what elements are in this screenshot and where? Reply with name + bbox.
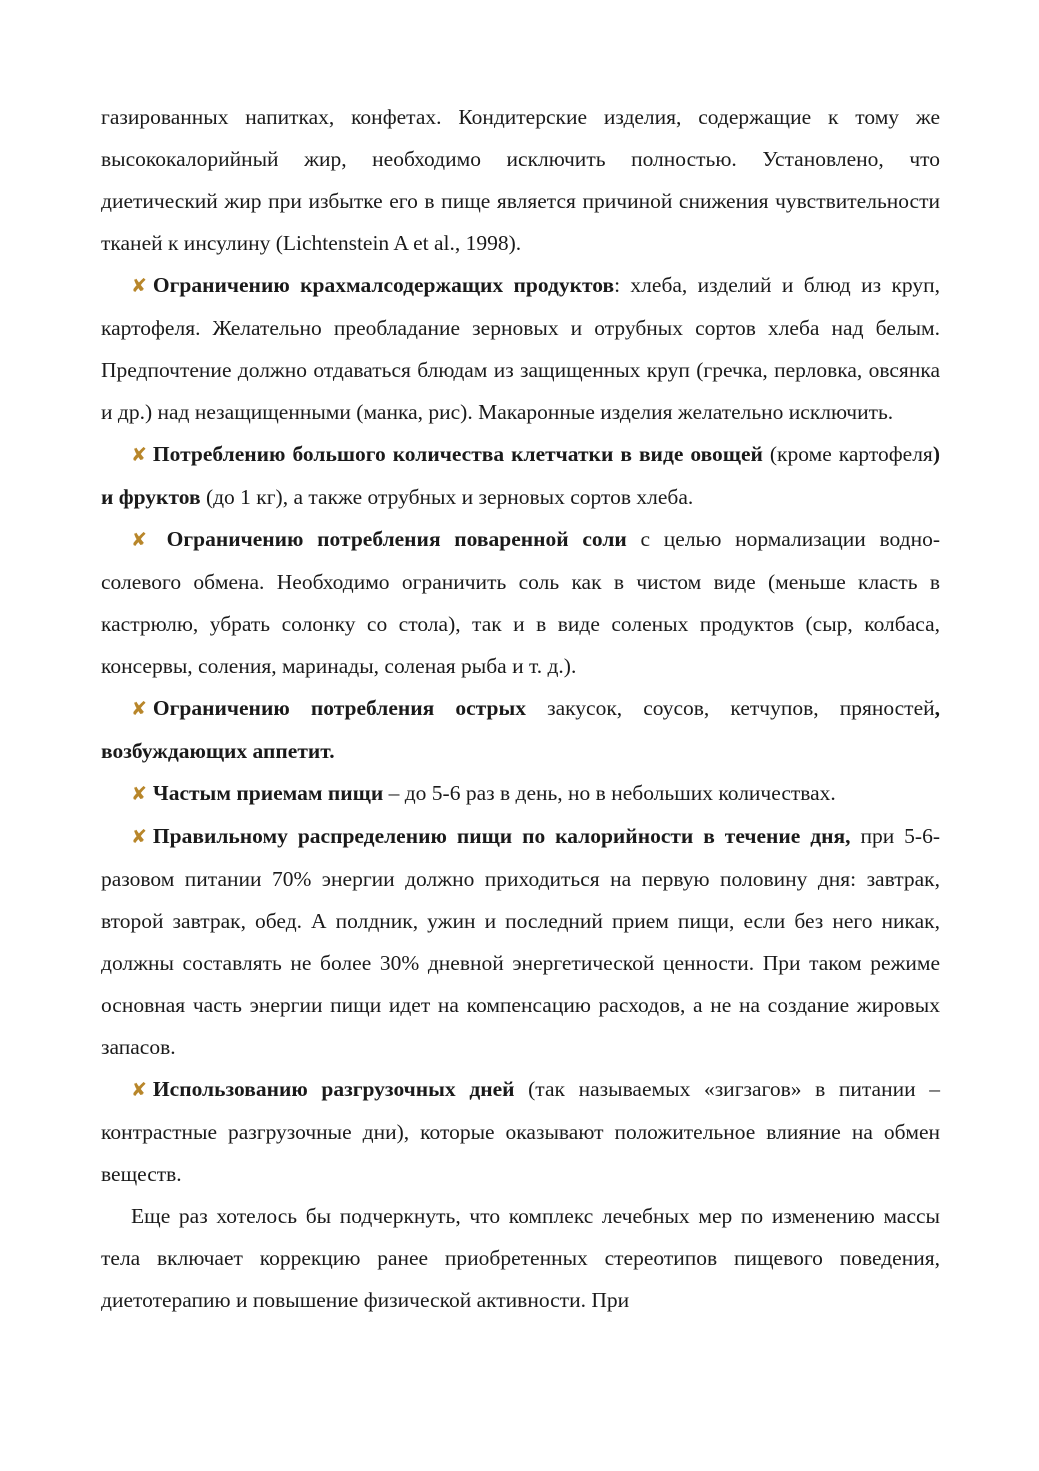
bullet-text: (кроме картофеля [762,442,933,466]
bullet-text: – до 5-6 раз в день, но в небольших количествах. [383,781,836,805]
bullet-text: (так называемых «зигзагов» в питании – контрастные разгрузочные дни), которые оказывают положительное влияние на обмен веществ. [101,1077,940,1186]
bullet-heading: Потреблению большого количества клетчатки в виде овощей [152,442,763,466]
bullet-heading: Ограничению потребления поваренной соли [152,527,627,551]
bullet-text: с целью нормализации водно-солевого обмена. Необходимо ограничить соль как в чистом виде (меньше класть в кастрюлю, убрать солонку со стола), так и в виде соленых продуктов (сыр, колбаса, консервы, соления, маринады, соленая рыба и т. д.). [101,527,940,678]
bullet-text: закусок, соусов, кетчупов, пряностей [526,696,935,720]
cross-mark-icon: ✘ [131,275,147,297]
cross-mark-icon: ✘ [131,826,147,848]
bullet-text: при 5-6-разовом питании 70% энергии должно приходиться на первую половину дня: завтрак, второй завтрак, обед. А полдник, ужин и последний прием пищи, если без него никак, должны составлять не более 30% дневной энергетической ценности. При таком режиме основная часть энергии пищи идет на компенсацию расходов, а не на создание жировых запасов. [101,824,940,1059]
cross-mark-icon: ✘ [131,1079,147,1101]
bullet-heading: Правильному распределению пищи по калорийности в течение дня, [152,824,851,848]
bullet-fiber [101,433,940,518]
cross-mark-icon: ✘ [131,783,147,805]
bullet-starch [101,264,940,433]
bullet-heading: Ограничению потребления острых [152,696,526,720]
bullet-frequent-meals [101,772,940,815]
bullet-text-2: (до 1 кг), а также отрубных и зерновых сортов хлеба. [200,485,694,509]
paragraph-conclusion: Еще раз хотелось бы подчеркнуть, что комплекс лечебных мер по изменению массы тела включает коррекцию ранее приобретенных стереотипов пищевого поведения, диетотерапию и повышение физической активности. При [101,1204,940,1312]
cross-mark-icon: ✘ [131,444,147,466]
document-page [101,96,940,1321]
bullet-calorie-distribution [101,815,940,1068]
bullet-heading: Частым приемам пищи [152,781,384,805]
bullet-heading: Ограничению крахмалсодержащих продуктов [152,273,615,297]
cross-mark-icon: ✘ [131,529,147,551]
paragraph-intro: газированных напитках, конфетах. Кондитерские изделия, содержащие к тому же высококалорийный жир, необходимо исключить полностью. Установлено, что диетический жир при избытке его в пище является причиной снижения чувствительности тканей к инсулину (Lichtenstein A et al., 1998). [101,105,940,255]
bullet-text: : хлеба, изделий и блюд из круп, картофеля. Желательно преобладание зерновых и отрубных сортов хлеба над белым. Предпочтение должно отдаваться блюдам из защищенных круп (гречка, перловка, овсянка и др.) над незащищенными (манка, рис). Макаронные изделия желательно исключить. [101,273,940,424]
bullet-salt [101,518,940,687]
bullet-spicy [101,687,940,772]
bullet-fasting-days [101,1068,940,1195]
cross-mark-icon: ✘ [131,698,147,720]
bullet-heading-2: , возбуждающих аппетит. [101,696,941,763]
bullet-heading: Использованию разгрузочных дней [152,1077,515,1101]
bullet-heading-2: ) и фруктов [101,442,940,509]
